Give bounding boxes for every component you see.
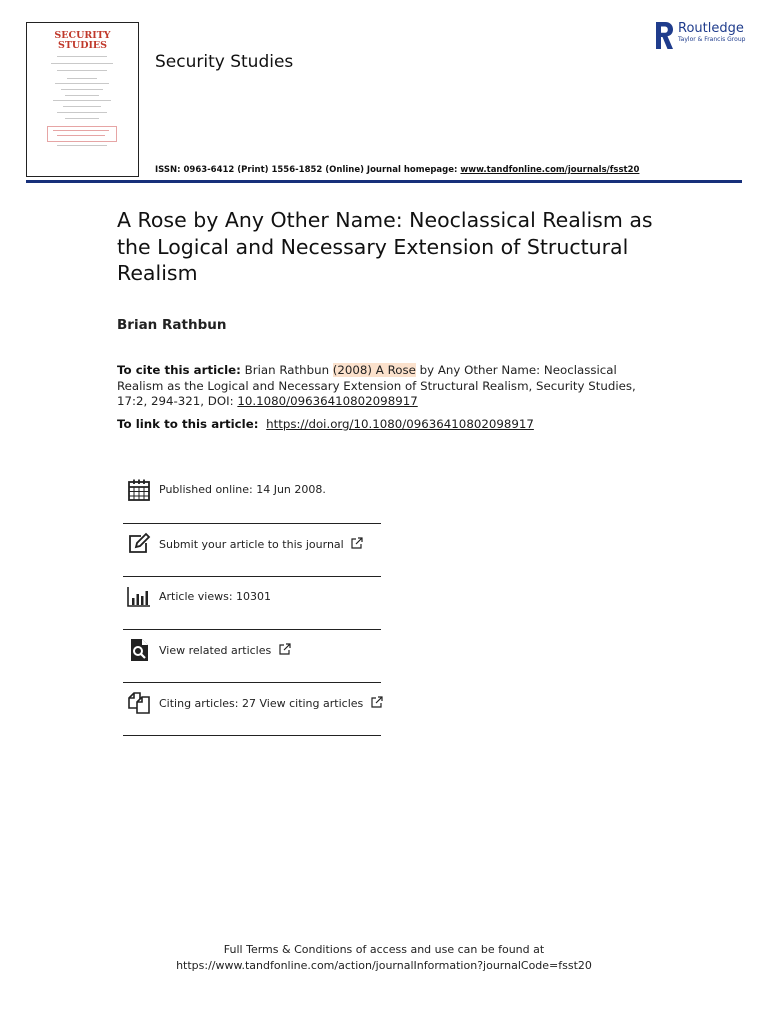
related-articles-text: View related articles — [159, 644, 272, 657]
journal-homepage-link[interactable]: www.tandfonline.com/journals/fsst20 — [460, 165, 640, 175]
cover-line — [57, 56, 107, 57]
article-doi-url[interactable]: https://doi.org/10.1080/09636410802098917 — [266, 417, 534, 431]
document-search-icon — [127, 638, 151, 662]
article-views: Article views: 10301 — [159, 590, 272, 603]
views-row — [123, 585, 381, 625]
citing-row[interactable] — [123, 691, 381, 731]
journal-cover-image — [26, 22, 139, 177]
article-link-line — [117, 417, 534, 431]
cover-line — [57, 145, 107, 146]
doi-link[interactable]: 10.1080/09636410802098917 — [237, 394, 418, 408]
divider — [123, 735, 381, 736]
submit-article-text: Submit your article to this journal — [159, 538, 344, 551]
published-row — [123, 478, 381, 518]
footer-line1: Full Terms & Conditions of access and use can be found at — [223, 943, 545, 956]
cover-line — [65, 118, 99, 119]
external-link-icon — [351, 537, 363, 549]
bar-chart-icon — [127, 585, 151, 609]
cover-red-box — [47, 126, 117, 142]
citation-block — [117, 363, 662, 410]
cover-line — [61, 89, 103, 90]
cover-line — [51, 63, 113, 64]
footer-terms-url[interactable]: https://www.tandfonline.com/action/journalInformation?journalCode=fsst20 — [176, 958, 592, 972]
citing-articles-text: Citing articles: 27 View citing articles — [159, 697, 364, 710]
cite-label: To cite this article: — [117, 363, 241, 377]
cover-line — [65, 95, 99, 96]
publisher-logo — [654, 22, 745, 50]
external-link-icon — [279, 643, 291, 655]
publisher-name: Routledge — [678, 21, 744, 36]
cite-text: by Any Other Name: Neoclassical Realism as the Logical and Necessary Extension of Structural Realism, Security Studies, 17:2, 294-321, DOI: — [117, 363, 636, 408]
cite-highlight: (2008) A Rose — [332, 363, 416, 377]
cover-red-line — [53, 130, 109, 131]
cover-line — [63, 106, 101, 107]
header-divider — [26, 180, 742, 183]
divider — [123, 576, 381, 577]
publisher-subtitle: Taylor & Francis Group — [678, 36, 746, 43]
link-label: To link to this article: — [117, 417, 259, 431]
cite-author: Brian Rathbun — [244, 363, 330, 377]
cover-line — [57, 70, 107, 71]
divider — [123, 523, 381, 524]
article-title: A Rose by Any Other Name: Neoclassical Realism as the Logical and Necessary Extension of Structural Realism — [117, 208, 653, 285]
edit-icon — [127, 532, 151, 556]
citing-articles-link[interactable] — [159, 696, 383, 710]
cover-title-line1: SECURITY — [54, 30, 111, 41]
cover-title-line2: STUDIES — [58, 40, 107, 51]
calendar-icon — [127, 478, 151, 502]
submit-article-link[interactable] — [159, 537, 363, 551]
issn-line — [155, 165, 639, 175]
cover-title — [27, 31, 138, 51]
cover-red-line — [57, 135, 105, 136]
citing-documents-icon — [127, 691, 151, 715]
published-date: Published online: 14 Jun 2008. — [159, 483, 326, 496]
cover-line — [55, 83, 109, 84]
footer-terms — [0, 942, 768, 973]
related-row[interactable] — [123, 638, 381, 678]
submit-row[interactable] — [123, 532, 381, 572]
issn-text: ISSN: 0963-6412 (Print) 1556-1852 (Online) Journal homepage: — [155, 165, 458, 175]
journal-name: Security Studies — [155, 52, 294, 72]
article-author: Brian Rathbun — [117, 317, 227, 333]
routledge-r-icon — [654, 22, 674, 50]
related-articles-link[interactable] — [159, 643, 291, 657]
external-link-icon — [371, 696, 383, 708]
cover-line — [53, 100, 111, 101]
cover-line — [57, 112, 107, 113]
divider — [123, 629, 381, 630]
divider — [123, 682, 381, 683]
cover-line — [67, 78, 97, 79]
